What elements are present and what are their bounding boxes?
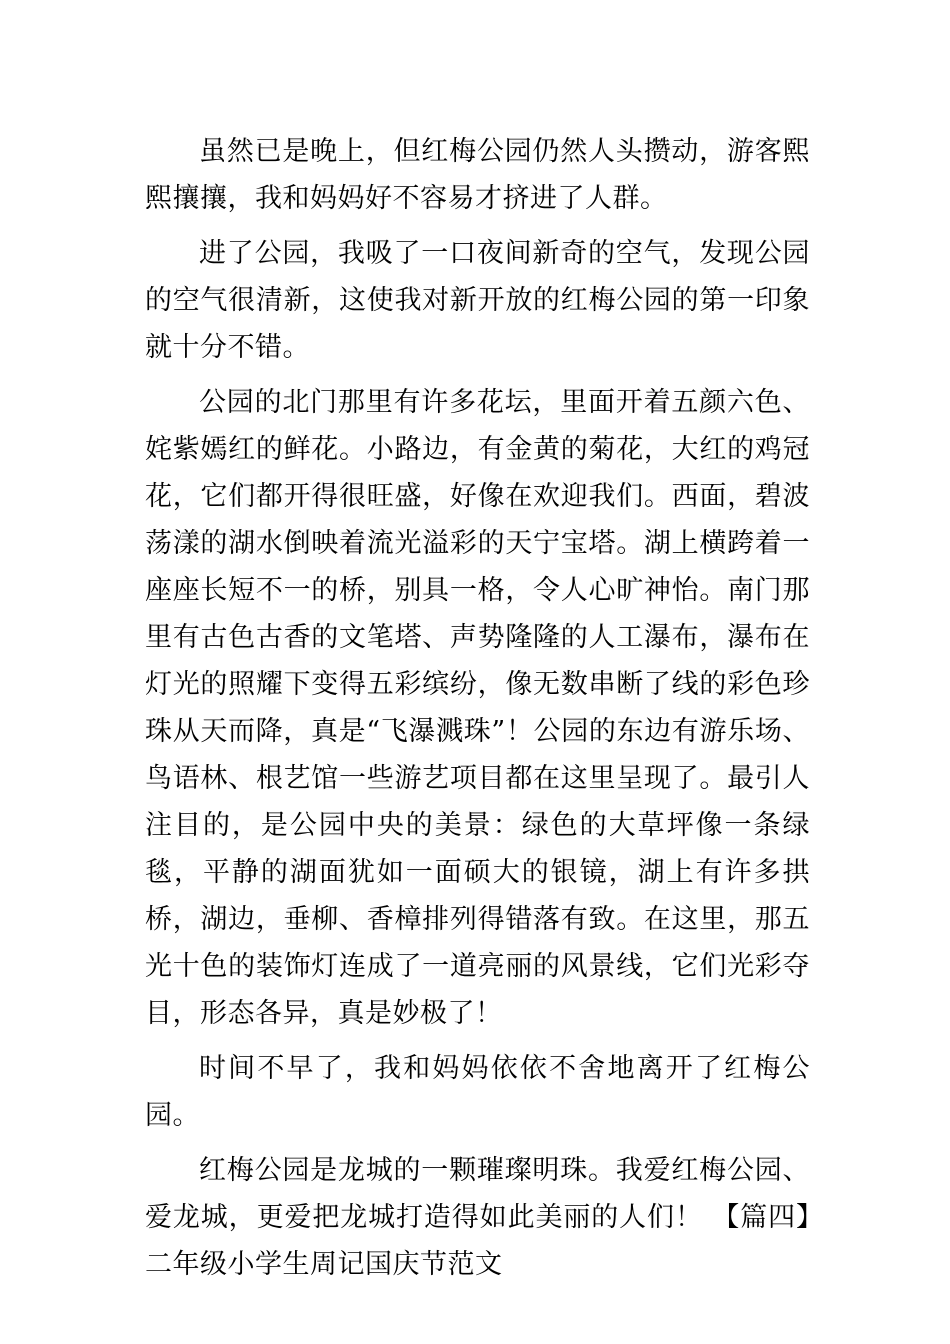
paragraph-3: 公园的北门那里有许多花坛，里面开着五颜六色、姹紫嫣红的鲜花。小路边，有金黄的菊花，大红的鸡冠花，它们都开得很旺盛，好像在欢迎我们。西面，碧波荡漾的湖水倒映着流光溢彩的天宁宝塔。湖上横跨着一座座长短不一的桥，别具一格，令人心旷神怡。南门那里有古色古香的文笔塔、声势隆隆的人工瀑布，瀑布在灯光的照耀下变得五彩缤纷，像无数串断了线的彩色珍珠从天而降，真是“飞瀑溅珠”！公园的东边有游乐场、鸟语林、根艺馆一些游艺项目都在这里呈现了。最引人注目的，是公园中央的美景：绿色的大草坪像一条绿毯，平静的湖面犹如一面硕大的银镜，湖上有许多拱桥，湖边，垂柳、香樟排列得错落有致。在这里，那五光十色的装饰灯连成了一道亮丽的风景线，它们光彩夺目，形态各异，真是妙极了！	[145, 387, 810, 1029]
paragraph-4: 时间不早了，我和妈妈依依不舍地离开了红梅公园。	[145, 1053, 810, 1131]
paragraph-2: 进了公园，我吸了一口夜间新奇的空气，发现公园的空气很清新，这使我对新开放的红梅公园的第一印象就十分不错。	[145, 238, 810, 363]
document-body	[145, 128, 810, 1288]
paragraph-5: 红梅公园是龙城的一颗璀璨明珠。我爱红梅公园、爱龙城，更爱把龙城打造得如此美丽的人们！ 【篇四】二年级小学生周记国庆节范文	[145, 1155, 810, 1280]
paragraph-1: 虽然已是晚上，但红梅公园仍然人头攒动，游客熙熙攘攘，我和妈妈好不容易才挤进了人群。	[145, 136, 810, 214]
